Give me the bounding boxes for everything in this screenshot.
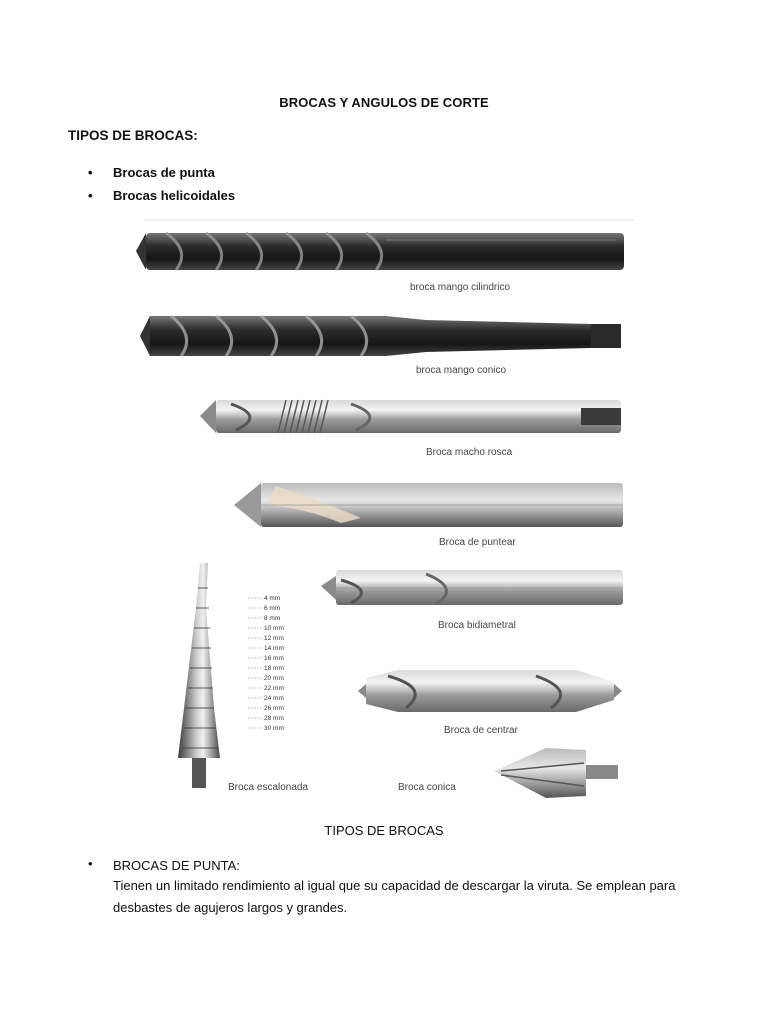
description-heading: BROCAS DE PUNTA: [113,858,240,873]
drill-types-figure [136,218,636,810]
list-item [88,186,235,209]
bullet-icon: • [88,188,93,203]
drill-tap [200,400,621,433]
mm-scale-label: 28 mm [264,715,284,722]
bullet-icon: • [88,856,93,871]
label-centrar: Broca de centrar [444,725,518,736]
list-item-label: Brocas de punta [113,165,215,180]
label-mango-conico: broca mango conico [416,365,507,376]
label-macho-rosca: Broca macho rosca [426,447,513,458]
mm-scale-label: 18 mm [264,665,284,672]
label-puntear: Broca de puntear [439,537,516,548]
label-bidiametral: Broca bidiametral [438,620,516,631]
mm-scale-label: 14 mm [264,645,284,652]
description-body: Tienen un limitado rendimiento al igual que su capacidad de descargar la viruta. Se emplean para desbastes de agujeros largos y grandes. [113,878,676,915]
list-item [88,163,235,186]
list-item-label: Brocas helicoidales [113,188,236,203]
mm-scale-label: 26 mm [264,705,284,712]
drill-types-list [88,163,235,209]
mm-scale-label: 12 mm [264,635,284,642]
drill-bidiametral [321,570,623,605]
label-escalonada: Broca escalonada [228,782,309,793]
mm-scale-label: 24 mm [264,695,284,702]
mm-scale-label: 8 mm [264,615,281,622]
drill-step [178,563,220,788]
mm-scale-label: 20 mm [264,675,284,682]
section-heading: TIPOS DE BROCAS: [68,128,198,143]
figure-caption: TIPOS DE BROCAS [324,823,444,838]
mm-scale-label: 10 mm [264,625,284,632]
mm-scale [248,595,284,732]
drill-conical [494,748,618,798]
document-title: BROCAS Y ANGULOS DE CORTE [279,95,489,110]
drill-illustration [136,218,636,810]
label-conica: Broca conica [398,782,456,793]
mm-scale-label: 22 mm [264,685,284,692]
mm-scale-label: 16 mm [264,655,284,662]
drill-conical-shank [140,316,621,356]
label-mango-cilindrico: broca mango cilindrico [410,282,511,293]
mm-scale-label: 6 mm [264,605,281,612]
mm-scale-label: 30 mm [264,725,284,732]
description-item [88,856,708,919]
bullet-icon: • [88,165,93,180]
mm-scale-label: 4 mm [264,595,281,602]
drill-spotting [234,483,623,527]
drill-center [358,670,622,712]
drill-cylindrical-shank [136,233,624,270]
